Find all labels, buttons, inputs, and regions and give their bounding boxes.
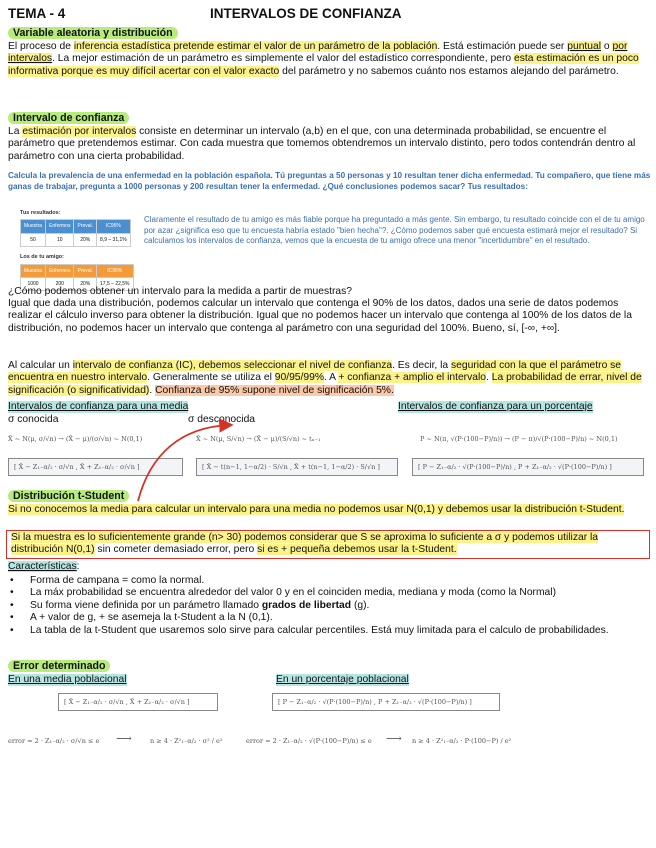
formula-pct-interval: [ P − Z₁₋α/₂ · √(P·(100−P)/n) , P + Z₁₋α/₂ · √(P·(100−P)/n) ] — [412, 458, 644, 476]
highlight-underline: puntual — [567, 41, 602, 52]
table-header: Muestra — [21, 264, 46, 277]
highlight-underline: por intervalos — [8, 41, 628, 65]
text: . Generalmente se utiliza el — [147, 372, 275, 384]
arrow-icon: ⟶ — [386, 732, 402, 745]
text: . A — [324, 372, 339, 384]
formula-media-interval: [ X̄ − Z₁₋α/₂ · σ/√n , X̄ + Z₁₋α/₂ · σ/√n ] — [58, 693, 218, 711]
subtitle-media: Intervalos de confianza para una media — [8, 401, 189, 412]
paragraph-inferencia — [8, 41, 648, 78]
paragraph-estimacion — [8, 126, 648, 163]
text: (g). — [351, 599, 370, 611]
text: consiste en determinar un intervalo (a,b) en el que, con una determinada probabilidad, se encuentre el parámetro que pretendemos estimar. Con cada muestra que tomemos obtendremos un intervalo distinto, pero todos contendrán dentro al parámetro con una cierta probabilidad. — [8, 126, 636, 162]
table-header: Enfermos — [46, 220, 74, 233]
formula-unknown-dist: X̄ ~ N(μ, S/√n) → (X̄ − μ)/(S/√n) ~ tₙ₋₁ — [196, 435, 321, 443]
highlight: inferencia estadística pretende estimar el valor de un parámetro de la población — [73, 41, 438, 52]
text: . — [486, 372, 492, 384]
red-box-note — [6, 530, 650, 559]
paragraph-t-student — [8, 504, 648, 516]
arrow-icon: ⟶ — [116, 732, 132, 745]
highlight: + confianza + amplio el intervalo — [338, 372, 487, 384]
highlight: La probabilidad de errar, nivel de significación (o significatividad) — [8, 372, 642, 396]
table-cell: 200 — [46, 278, 74, 291]
red-arrow-icon — [130, 415, 250, 505]
characteristics-list — [0, 575, 640, 637]
section-t-student — [8, 490, 129, 503]
section-heading: Distribución t-Student — [8, 490, 129, 502]
list-item — [0, 600, 640, 612]
text: . — [149, 384, 156, 396]
page-title: INTERVALOS DE CONFIANZA — [210, 6, 402, 21]
section-intervalo-confianza — [8, 112, 129, 125]
paragraph-nivel-confianza — [8, 360, 648, 397]
highlight: esta estimación es un poco informativa porque es muy difícil acertar con el valor exacto — [8, 53, 639, 77]
formula-media-n: n ≥ 4 · Z²₁₋α/₂ · σ² / e² — [150, 737, 223, 745]
table-header: IC95% — [97, 220, 131, 233]
section-error-determinado — [8, 660, 110, 673]
text: Al calcular un — [8, 360, 73, 371]
table-cell: 1000 — [21, 278, 46, 291]
formula-known-dist: X̄ ~ N(μ, σ/√n) → (X̄ − μ)/(σ/√n) ~ N(0,1) — [8, 435, 143, 443]
table-header: Muestra — [21, 220, 46, 233]
text: : — [76, 561, 80, 572]
table-cell: 8,9 – 31,1% — [97, 233, 131, 246]
paragraph-distribucion: Igual que dada una distribución, podemos calcular un intervalo que contenga el 90% de los datos, dados una serie de datos podemos realizar el cálculo inverso para obtener la distribución. Igual que no podemos hacer un intervalo que contenga al 100% de los datos de la distribución, no podemos hacer un intervalo que contenga al parámetro con una seguridad del 100%. Bueno, sí, [-∞, +∞]. — [8, 298, 632, 334]
formula-known-interval: [ X̄ − Z₁₋α/₂ · σ/√n , X̄ + Z₁₋α/₂ · σ/√n ] — [8, 458, 183, 476]
highlight: estimación por intervalos — [22, 126, 137, 137]
table-header: Enfermos — [46, 264, 74, 277]
sigma-unknown-label: σ desconocida — [188, 414, 256, 425]
table1-label: Tus resultados: — [20, 210, 61, 216]
text: El proceso de — [8, 41, 74, 52]
text: La — [8, 126, 23, 137]
table-header: IC95% — [97, 264, 133, 277]
text: . Es decir, la — [392, 360, 452, 371]
text: . Está estimación puede ser — [437, 41, 568, 52]
formula-pct-dist: P ~ N(π, √(P·(100−P)/n)) → (P − π)/√(P·(100−P)/n) ~ N(0,1) — [420, 435, 618, 443]
formula-media-error: error = 2 · Z₁₋α/₂ · σ/√n ≤ e — [8, 737, 100, 745]
example-text: Calcula la prevalencia de una enfermedad en la población española. Tú preguntas a 50 personas y 10 resultan tener dicha enfermedad. Tu compañero, que tiene más ganas de trabajar, pregunta a 1000 personas y 200 resultan tener la enfermedad. ¿Qué conclusiones podemos sacar? Tus resultados: — [8, 171, 651, 191]
table-tus-resultados — [20, 219, 131, 247]
highlight: Si no conocemos la media para calcular un intervalo para una media no podemos usar N(0,1) y debemos usar la distribución t-Student. — [8, 504, 625, 515]
bold-text: grados de libertad — [261, 599, 352, 611]
list-item: • La máx probabilidad se encuentra alrededor del valor 0 y en el coinciden media, mediana y moda (como la Normal) — [0, 587, 640, 599]
side-note: Claramente el resultado de tu amigo es más fiable porque ha preguntado a más gente. Sin embargo, tu resultado coincide con el de tu amigo por azar ¿significa eso que tu encuesta habría estado "bien hecha"?. ¿Cómo podemos saber qué encuesta estimará mejor el resultado? Si calculamos los intervalos de confianza, vemos que la encuesta de tu amigo ofrece una menor "incertidumbre" en el resultado. — [144, 215, 645, 246]
section-heading: Variable aleatoria y distribución — [8, 27, 178, 39]
formula-pct-n: n ≥ 4 · Z²₁₋α/₂ · P·(100−P) / e² — [412, 737, 512, 745]
list-item: • A + valor de g, + se asemeja la t-Student a la N (0,1). — [0, 612, 640, 624]
question: ¿Cómo podemos obtener un intervalo para la medida a partir de muestras? — [8, 286, 352, 297]
table-cell: 50 — [21, 233, 46, 246]
list-item: • Forma de campana = como la normal. — [0, 575, 640, 587]
sigma-known-label: σ conocida — [8, 414, 59, 425]
highlight: intervalo de confianza (IC), debemos seleccionar el nivel de confianza — [72, 360, 393, 371]
table-header: Preval. — [74, 264, 97, 277]
formula-pct-error: error = 2 · Z₁₋α/₂ · √(P·(100−P)/n) ≤ e — [246, 737, 372, 745]
section-heading: Error determinado — [8, 660, 110, 672]
text: Características — [8, 561, 77, 572]
highlight-orange: Confianza de 95% supone nivel de significación 5%. — [155, 384, 394, 396]
table-header: Preval. — [74, 220, 97, 233]
table2-label: Los de tu amigo: — [20, 254, 64, 261]
highlight: Si la muestra es lo suficientemente grande (n> 30) podemos considerar que S se aproxima lo suficiente a σ y podemos utilizar la distribución N(0,1) — [11, 532, 599, 556]
characteristics-title — [8, 561, 80, 573]
table-cell: 10 — [46, 233, 74, 246]
section-variable-aleatoria — [8, 27, 178, 40]
text: del parámetro y no sabemos cuánto nos estamos alejando del parámetro. — [279, 65, 619, 77]
results-tables — [20, 207, 134, 291]
subtitle-porcentaje-poblacional: En un porcentaje poblacional — [276, 674, 409, 685]
text: sin cometer demasiado error, pero — [94, 544, 258, 556]
subtitle-porcentaje: Intervalos de confianza para un porcentaje — [398, 401, 593, 412]
subtitle-media-poblacional: En una media poblacional — [8, 674, 127, 685]
text: o — [601, 41, 613, 52]
text: Su forma viene definida por un parámetro llamado — [30, 599, 262, 611]
highlight: 90/95/99% — [274, 372, 324, 384]
table-cell: 20% — [74, 233, 97, 246]
table-cell: 17,5 – 22,5% — [97, 278, 133, 291]
list-item: • La tabla de la t-Student que usaremos solo sirve para calcular percentiles. Está muy limitada para el calculo de probabilidades. — [0, 625, 640, 637]
formula-pct-interval-2: [ P − Z₁₋α/₂ · √(P·(100−P)/n) , P + Z₁₋α/₂ · √(P·(100−P)/n) ] — [272, 693, 500, 711]
tema-label: TEMA - 4 — [8, 6, 66, 21]
text: . La mejor estimación de un parámetro es simplemente el valor del estadístico correspondiente, pero — [52, 53, 514, 65]
highlight: si es + pequeña debemos usar la t-Student. — [257, 544, 457, 556]
formula-unknown-interval: [ X̄ − t(n−1, 1−α/2) · S/√n , X̄ + t(n−1, 1−α/2) · S/√n ] — [196, 458, 398, 476]
highlight: seguridad con la que el parámetro se encuentra en nuestro intervalo — [8, 360, 622, 384]
table-cell: 20% — [74, 278, 97, 291]
section-heading: Intervalo de confianza — [8, 112, 129, 124]
